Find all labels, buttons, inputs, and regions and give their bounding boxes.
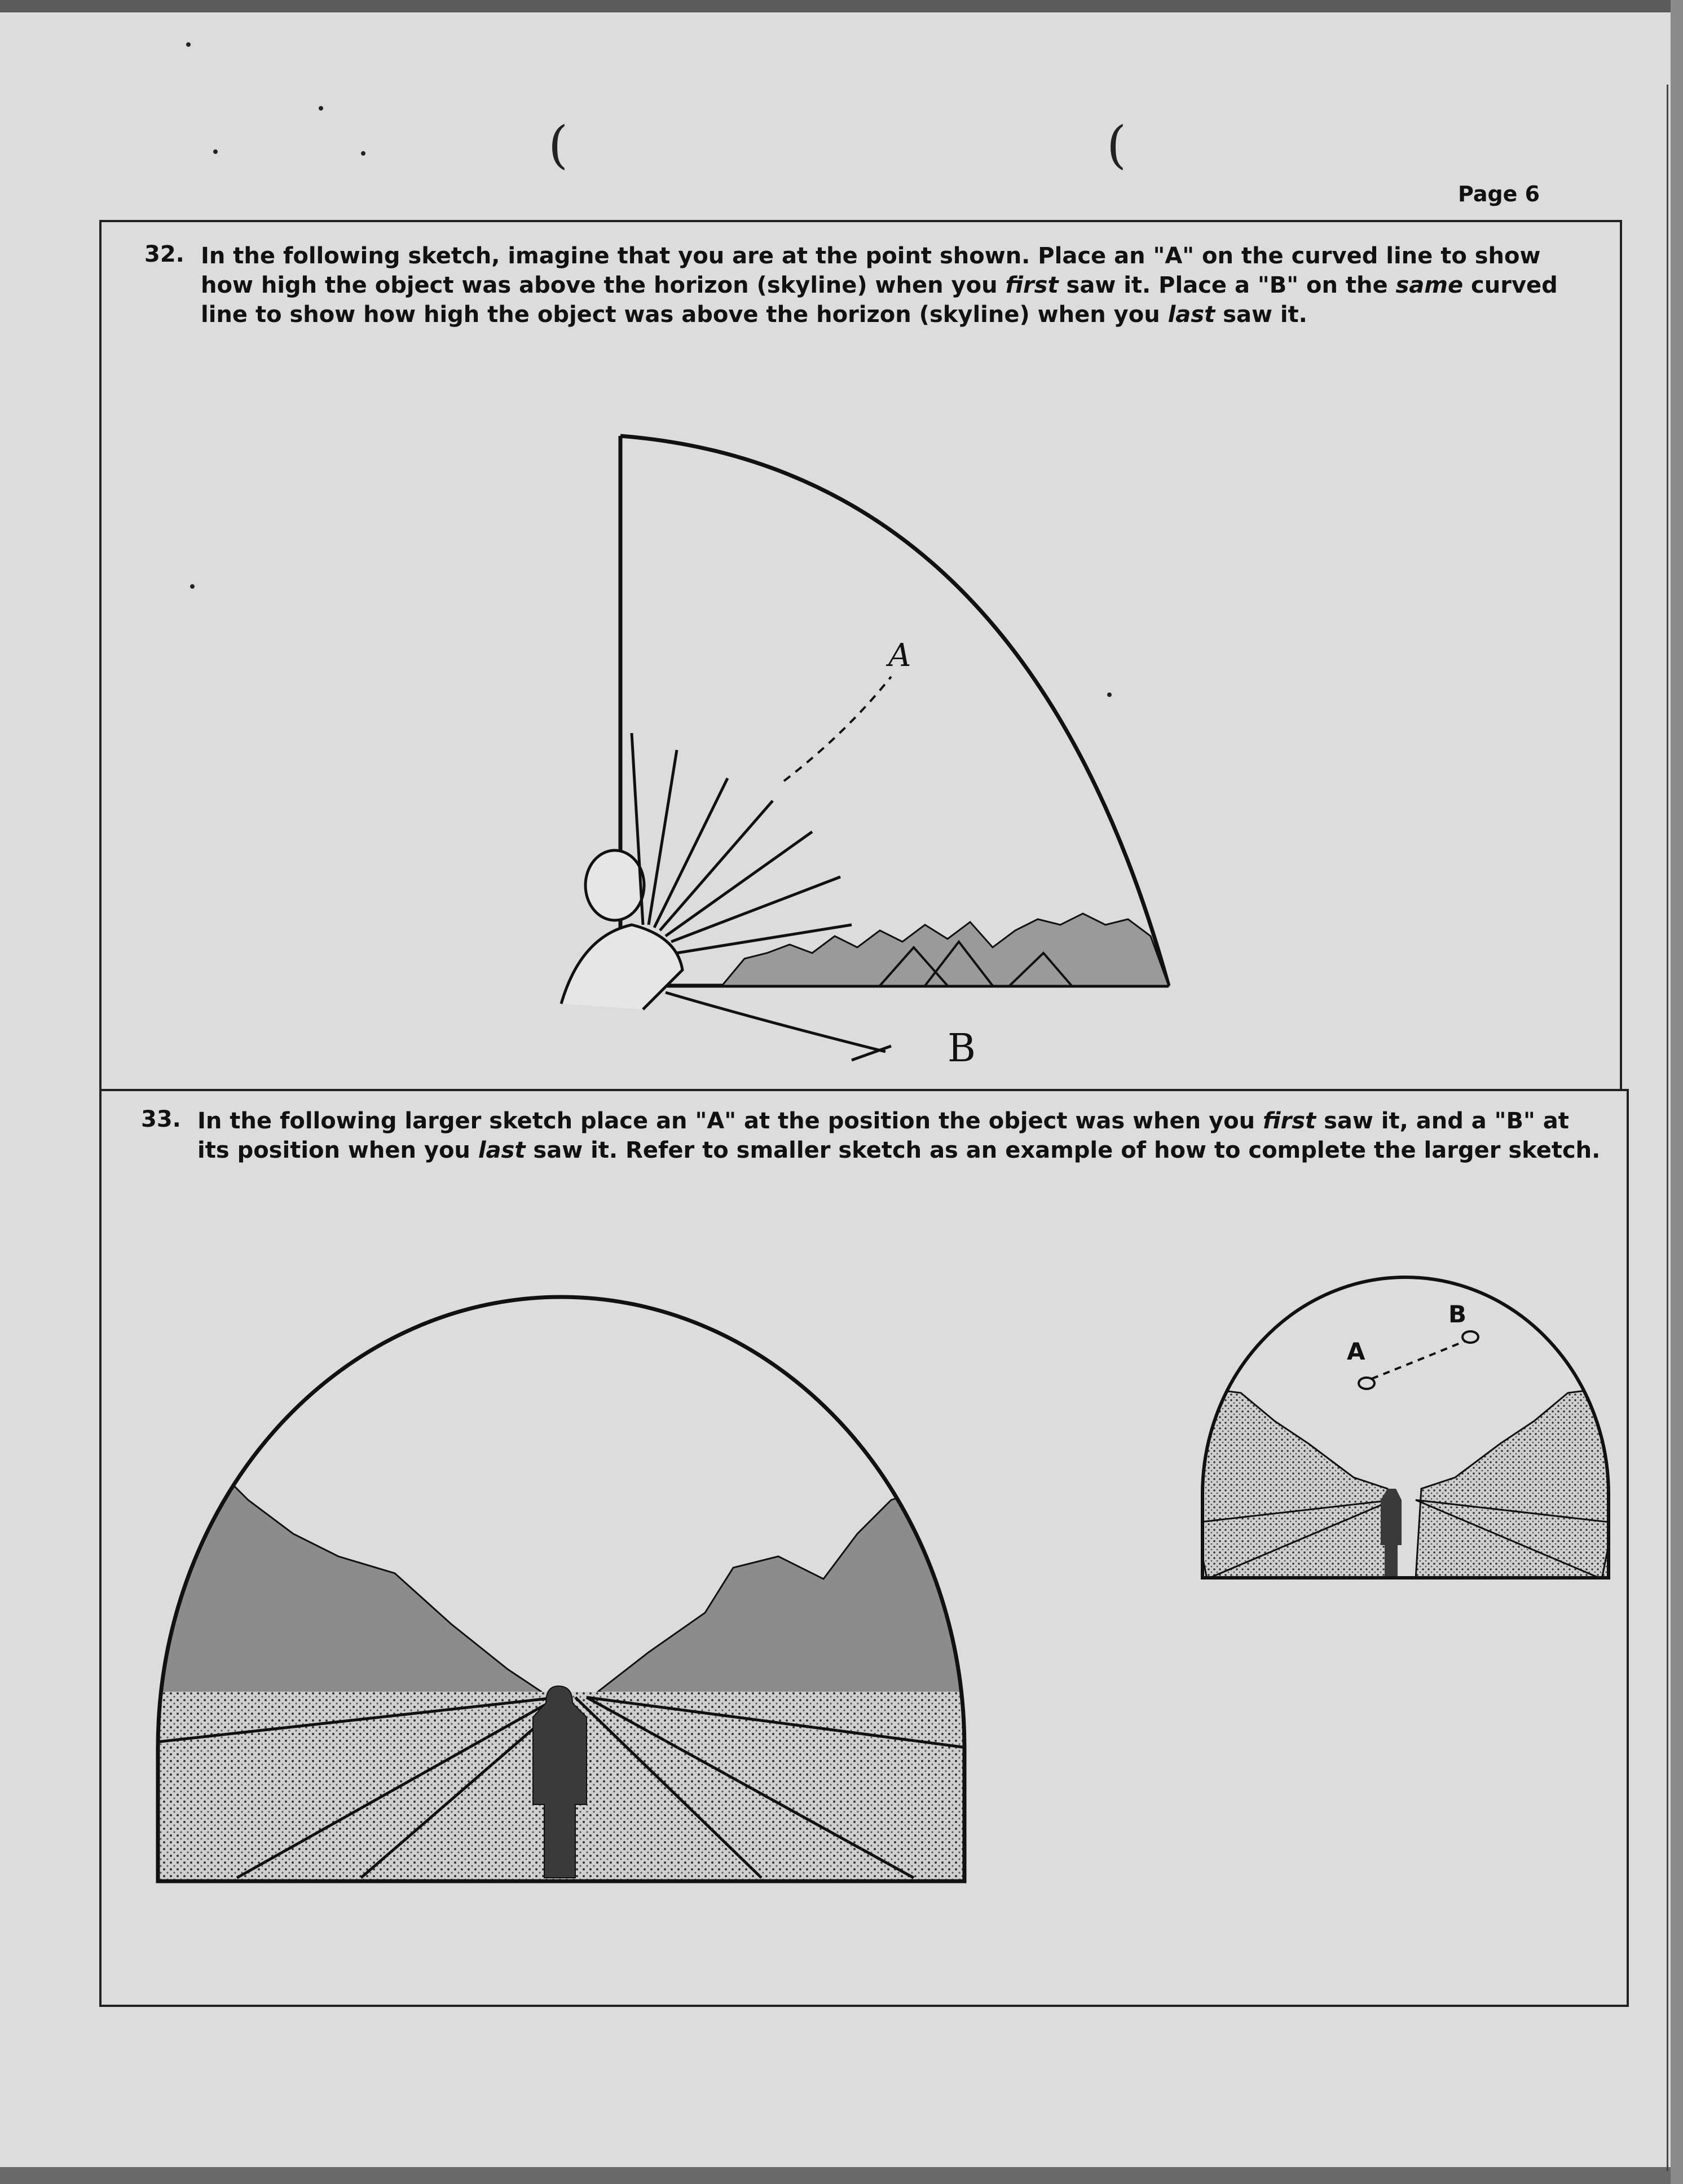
- question-33-number: 33.: [141, 1106, 181, 1132]
- question-32-number: 32.: [144, 241, 184, 267]
- punch-mark-left: (: [548, 116, 569, 175]
- handwritten-b: B: [948, 1026, 976, 1071]
- example-trajectory: [1372, 1341, 1465, 1379]
- punch-mark-right: (: [1107, 116, 1127, 175]
- question-33-text: In the following larger sketch place an "A" at the position the object was when you first saw it, and a "B" at its position when you last saw it. Refer to smaller sketch as an example of how to complete the larger sketch.: [197, 1108, 1601, 1163]
- example-label-a: A: [1347, 1338, 1365, 1365]
- page-number: Page 6: [1458, 182, 1540, 206]
- question-32-text: In the following sketch, imagine that you are at the point shown. Place an "A" on the curved line to show how high the object was above the horizon (skyline) when you first saw it. Place a "B" on the same curved line to show how high the object was above the horizon (skyline) when you last saw it.: [201, 243, 1558, 328]
- handwritten-a: A: [888, 637, 911, 674]
- example-label-b: B: [1448, 1300, 1467, 1328]
